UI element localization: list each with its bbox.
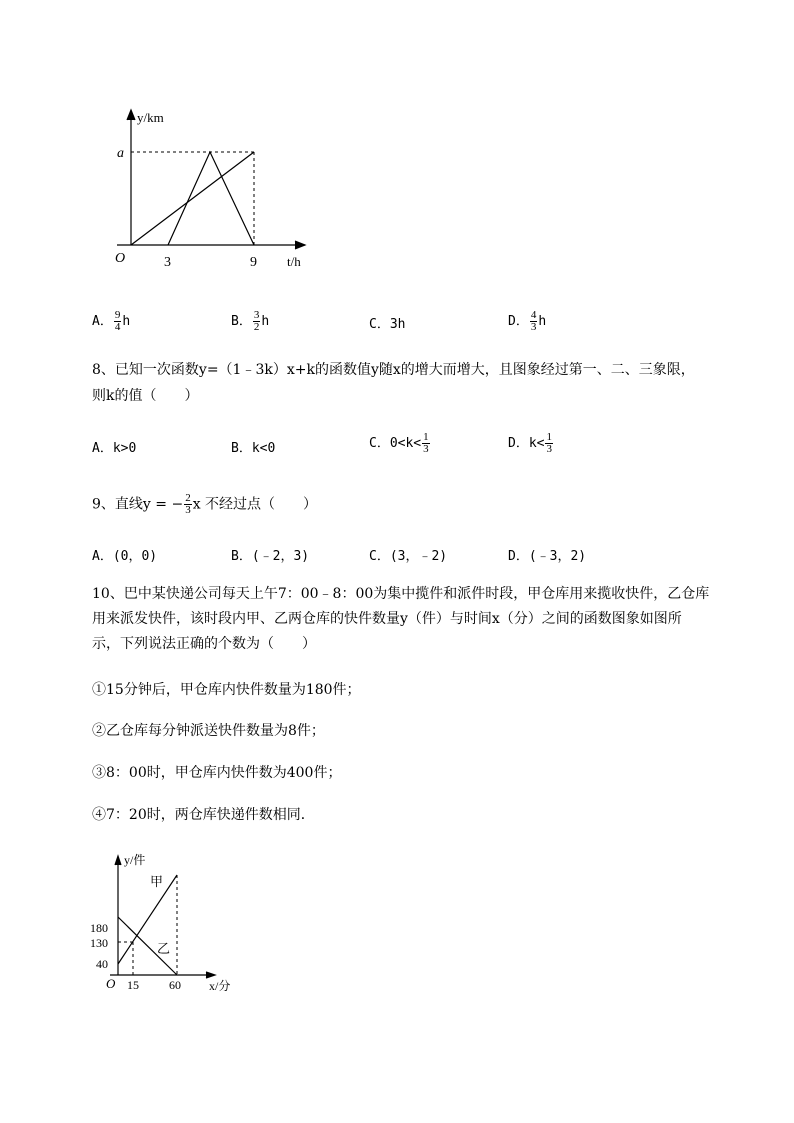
q7-option-b[interactable]: B． $\frac{3}{2}$ h (231, 309, 270, 333)
x-tick-15: 15 (127, 978, 139, 992)
q10-stem-line1: 10、巴中某快递公司每天上午7：00﹣8：00为集中揽件和派件时段，甲仓库用来揽收快件，乙仓库 (92, 586, 710, 602)
y-axis-label: y/件 (124, 853, 146, 867)
q9-option-b[interactable]: B．(﹣2，3) (231, 549, 310, 564)
y-axis-arrow (127, 110, 135, 120)
fraction: $\frac{4}{3}$ (530, 309, 537, 333)
y-axis-label: y/km (137, 110, 164, 125)
y-tick-180: 180 (90, 921, 108, 935)
fraction: $\frac{2}{3}$ (185, 492, 191, 516)
x-tick-60: 60 (169, 978, 181, 992)
a-label: a (117, 146, 124, 161)
x-axis-label: t/h (287, 254, 301, 269)
fraction: $\frac{3}{2}$ (253, 309, 260, 333)
tick-3-label: 3 (164, 255, 171, 270)
q8-option-a[interactable]: A．k>0 (92, 441, 137, 456)
q8-stem-line2: 则k的值（ ） (92, 388, 199, 404)
q8-option-c[interactable]: C．0<k< $\frac{1}{3}$ (369, 431, 429, 455)
q9-option-d[interactable]: D．(﹣3，2) (508, 549, 587, 564)
q10-stem-line2: 用来派发快件，该时段内甲、乙两仓库的快件数量y（件）与时间x（分）之间的函数图象如图所 (92, 611, 682, 627)
q7-option-d[interactable]: D． $\frac{4}{3}$ h (508, 309, 547, 333)
q8-stem-line1: 8、已知一次函数y=（1﹣3k）x+k的函数值y随x的增大而增大，且图象经过第一、二、三象限， (92, 362, 695, 378)
fraction: $\frac{1}{3}$ (546, 431, 552, 455)
tick-9-label: 9 (250, 255, 257, 270)
y-tick-40: 40 (96, 957, 108, 971)
y-tick-130: 130 (90, 936, 108, 950)
figure-parcel-count-graph (88, 850, 248, 995)
q10-statement-4: ④7：20时，两仓库快递件数相同． (92, 807, 315, 823)
x-axis-arrow (206, 972, 215, 978)
q9-option-a[interactable]: A．(0，0) (92, 549, 158, 564)
q7-option-a[interactable]: A． $\frac{9}{4}$ h (92, 309, 131, 333)
line-triangle-3-peak-9 (168, 152, 254, 245)
q8-option-b[interactable]: B．k<0 (231, 441, 276, 456)
q7-option-c[interactable]: C．3h (369, 317, 406, 332)
fraction: $\frac{1}{3}$ (423, 431, 429, 455)
q8-option-d[interactable]: D．k< $\frac{1}{3}$ (508, 431, 552, 455)
figure-distance-time-graph (95, 100, 325, 275)
q10-statement-3: ③8：00时，甲仓库内快件数为400件； (92, 765, 342, 781)
y-axis-arrow (115, 856, 121, 865)
fraction: $\frac{9}{4}$ (114, 309, 121, 333)
label-yi: 乙 (157, 941, 171, 956)
q10-statement-1: ①15分钟后，甲仓库内快件数量为180件； (92, 682, 361, 698)
label-jia: 甲 (150, 874, 164, 889)
origin-label: O (106, 976, 116, 991)
q9-option-c[interactable]: C．(3，﹣2) (369, 549, 448, 564)
q10-stem-line3: 示，下列说法正确的个数为（ ） (92, 636, 316, 652)
q10-statement-2: ②乙仓库每分钟派送快件数量为8件； (92, 723, 325, 739)
origin-label: O (115, 251, 126, 266)
x-axis-arrow (295, 241, 305, 249)
x-axis-label: x/分 (209, 979, 231, 993)
q9-stem: 9、直线y = − $\frac{2}{3}$ x 不经过点（ ） (92, 492, 318, 516)
line-diagonal-0-to-9 (131, 152, 254, 245)
